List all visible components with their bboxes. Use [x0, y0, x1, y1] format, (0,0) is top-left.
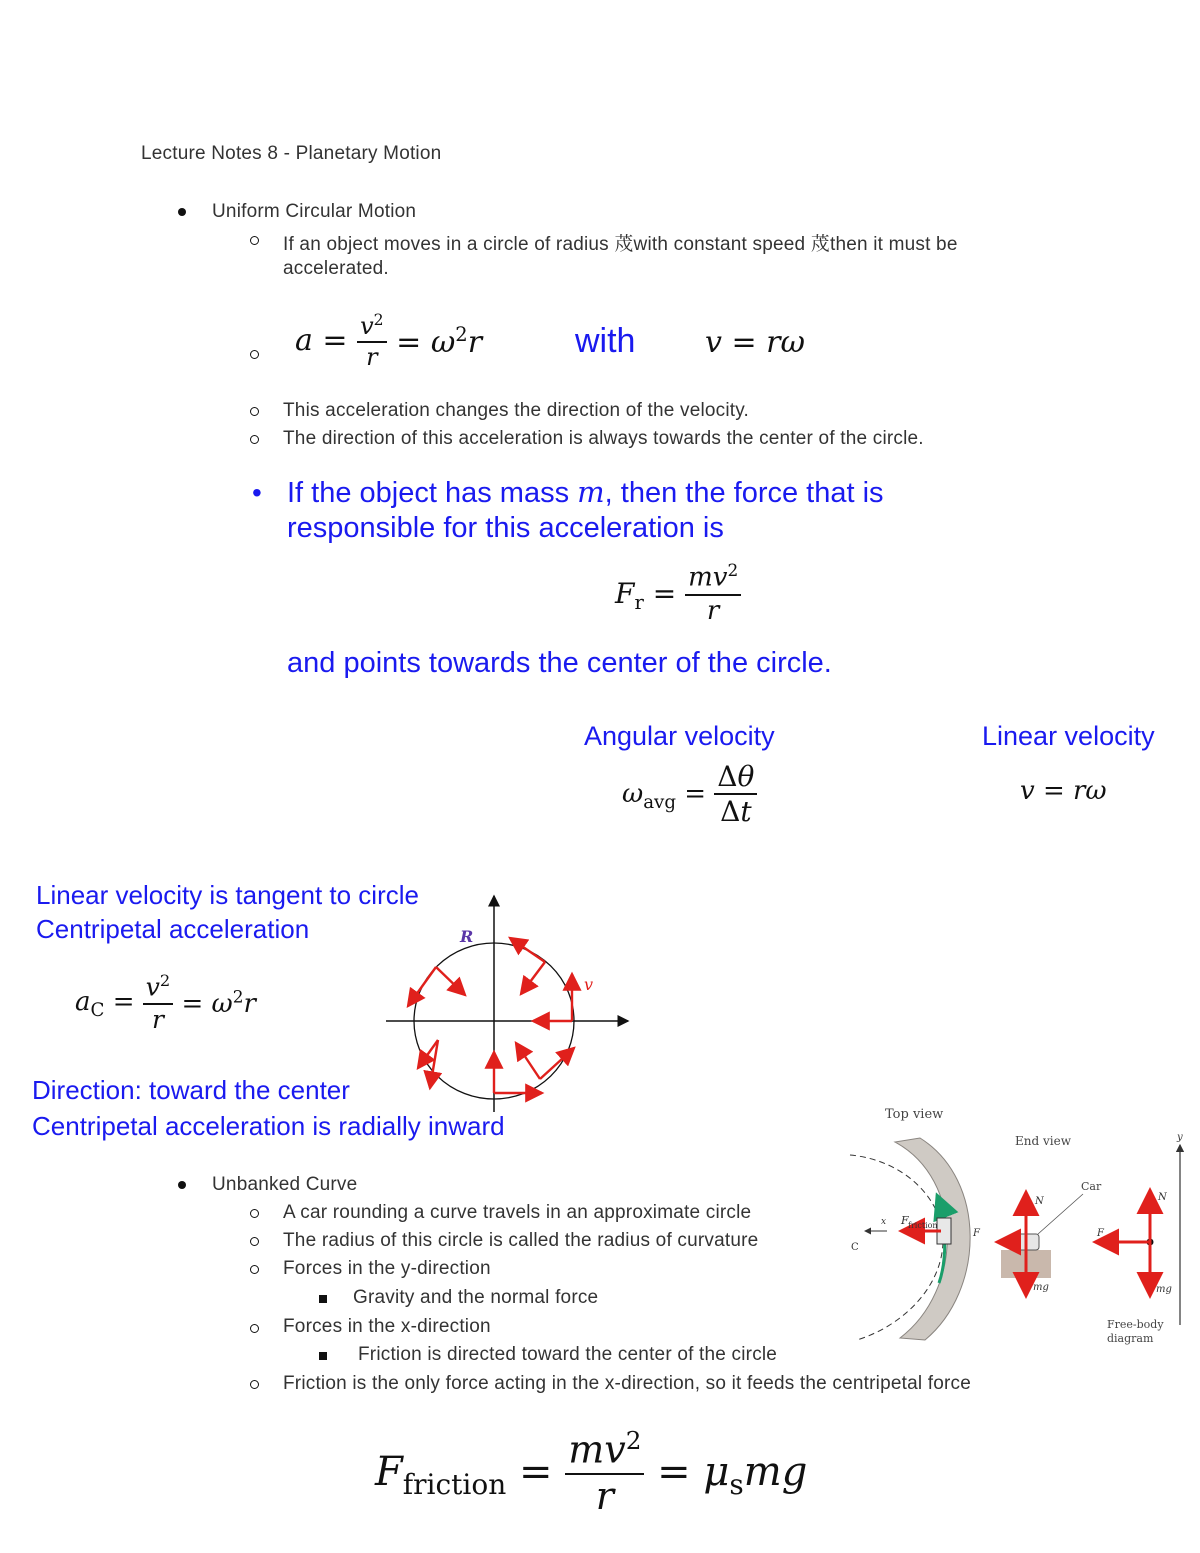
- centripetal-text: Centripetal acceleration: [36, 914, 310, 944]
- sub-bullet: [250, 407, 259, 416]
- center-label: C: [851, 1242, 859, 1253]
- ucm-item-3: This acceleration changes the direction of the velocity.: [283, 400, 750, 421]
- velocity-arrow: [408, 967, 436, 1006]
- acceleration-equation: a = $\frac{v^2}{r}$ = $\omega^2r$: [295, 311, 483, 372]
- radially-inward-text: Centripetal acceleration is radially inward: [32, 1111, 505, 1141]
- mg-label-end: mg: [1033, 1282, 1049, 1293]
- friction-subscript-top: friction: [908, 1221, 938, 1230]
- sub-bullet: [250, 435, 259, 444]
- angular-velocity-equation: $\omega_{avg}$ = $\frac{\Delta\theta}{\Delta t}$: [622, 762, 757, 827]
- radius-label: R: [460, 927, 474, 946]
- fbd-friction-label: F: [1097, 1228, 1104, 1239]
- sub-bullet: [250, 1265, 259, 1274]
- curve-item-3-sub: Gravity and the normal force: [353, 1287, 599, 1308]
- acceleration-arrow: [516, 1043, 540, 1079]
- velocity-label: v: [584, 975, 594, 994]
- car-pointer-line: [1038, 1194, 1083, 1234]
- curve-item-1: A car rounding a curve travels in an approximate circle: [283, 1202, 752, 1223]
- section-heading-unbanked: Unbanked Curve: [212, 1174, 358, 1195]
- acceleration-arrow: [436, 967, 465, 995]
- slide-bullet: •: [252, 477, 262, 508]
- angular-velocity-label: Angular velocity: [584, 721, 775, 751]
- sub-bullet: [250, 350, 259, 359]
- page-title: Lecture Notes 8 - Planetary Motion: [141, 143, 442, 164]
- centripetal-acceleration-equation: $a_C$ = $\frac{v^2}{r}$ = $\omega^2r$: [75, 971, 256, 1034]
- acceleration-arrow: [521, 962, 545, 994]
- sub-bullet: [250, 1237, 259, 1246]
- sub-bullet: [250, 236, 259, 245]
- mu-subscript: s: [729, 1467, 744, 1501]
- fbd-normal-label: N: [1158, 1192, 1167, 1203]
- fbd-mg-label: mg: [1156, 1284, 1172, 1295]
- curve-item-5: Friction is the only force acting in the x-direction, so it feeds the centripetal force: [283, 1373, 972, 1394]
- sub-bullet: [250, 1380, 259, 1389]
- linear-velocity-label: Linear velocity: [982, 721, 1155, 751]
- unbanked-curve-figure: [845, 1100, 1195, 1350]
- slide-line-1: [287, 475, 884, 510]
- ucm-item-1-line-1: If an object moves in a circle of radius 荗with constant speed 荗then it must be: [283, 234, 958, 255]
- friction-force-equation: $F_{friction}$ = $\frac{mv^2}{r}$ = $\mu_smg$: [375, 1426, 808, 1518]
- sub-sub-bullet: [319, 1352, 327, 1360]
- diagram-label: diagram: [1107, 1332, 1154, 1345]
- bullet-dot: [178, 1181, 186, 1189]
- ucm-item-1-line-2: accelerated.: [283, 258, 389, 279]
- sub-bullet: [250, 1324, 259, 1333]
- slide-line-1-b: , then the force that is: [604, 477, 884, 509]
- normal-label-end: N: [1035, 1196, 1044, 1207]
- ucm-item-4: The direction of this acceleration is always towards the center of the circle.: [283, 428, 924, 449]
- velocity-arrow: [510, 938, 545, 962]
- curve-item-4: Forces in the x-direction: [283, 1316, 491, 1337]
- mass-variable: m: [577, 475, 605, 509]
- road-curve: [895, 1138, 970, 1340]
- curve-item-2: The radius of this circle is called the radius of curvature: [283, 1230, 759, 1251]
- sub-sub-bullet: [319, 1295, 327, 1303]
- end-view-label: End view: [1015, 1134, 1071, 1148]
- curve-item-4-sub: Friction is directed toward the center of the circle: [358, 1344, 778, 1365]
- friction-label-end: F: [973, 1228, 980, 1239]
- linear-velocity-equation: v = rω: [705, 325, 805, 360]
- bullet-dot: [178, 208, 186, 216]
- slide-line-3: and points towards the center of the circle.: [287, 647, 832, 679]
- car-label: Car: [1081, 1180, 1102, 1193]
- friction-label-top: F: [901, 1214, 909, 1227]
- sub-bullet: [250, 1209, 259, 1218]
- free-body-label: Free-body: [1107, 1318, 1164, 1331]
- equation-with-text: with: [575, 322, 636, 360]
- section-heading-ucm: Uniform Circular Motion: [212, 201, 417, 222]
- friction-subscript: friction: [402, 1467, 507, 1501]
- slide-line-1-a: If the object has mass: [287, 477, 578, 509]
- direction-text: Direction: toward the center: [32, 1075, 350, 1105]
- circular-motion-diagram: [380, 890, 640, 1115]
- radial-force-equation: $F_r$ = $\frac{mv^2}{r}$: [615, 562, 741, 625]
- linear-velocity-formula: v = rω: [1020, 776, 1107, 806]
- top-view-label: Top view: [885, 1107, 944, 1122]
- velocity-arrow: [540, 1048, 574, 1079]
- tangent-text: Linear velocity is tangent to circle: [36, 880, 419, 910]
- omega-subscript: avg: [643, 791, 676, 813]
- axis-y-label: y: [1177, 1132, 1183, 1143]
- curve-item-3: Forces in the y-direction: [283, 1258, 491, 1279]
- slide-line-2: responsible for this acceleration is: [287, 512, 724, 544]
- axis-x-label-top: x: [881, 1217, 887, 1227]
